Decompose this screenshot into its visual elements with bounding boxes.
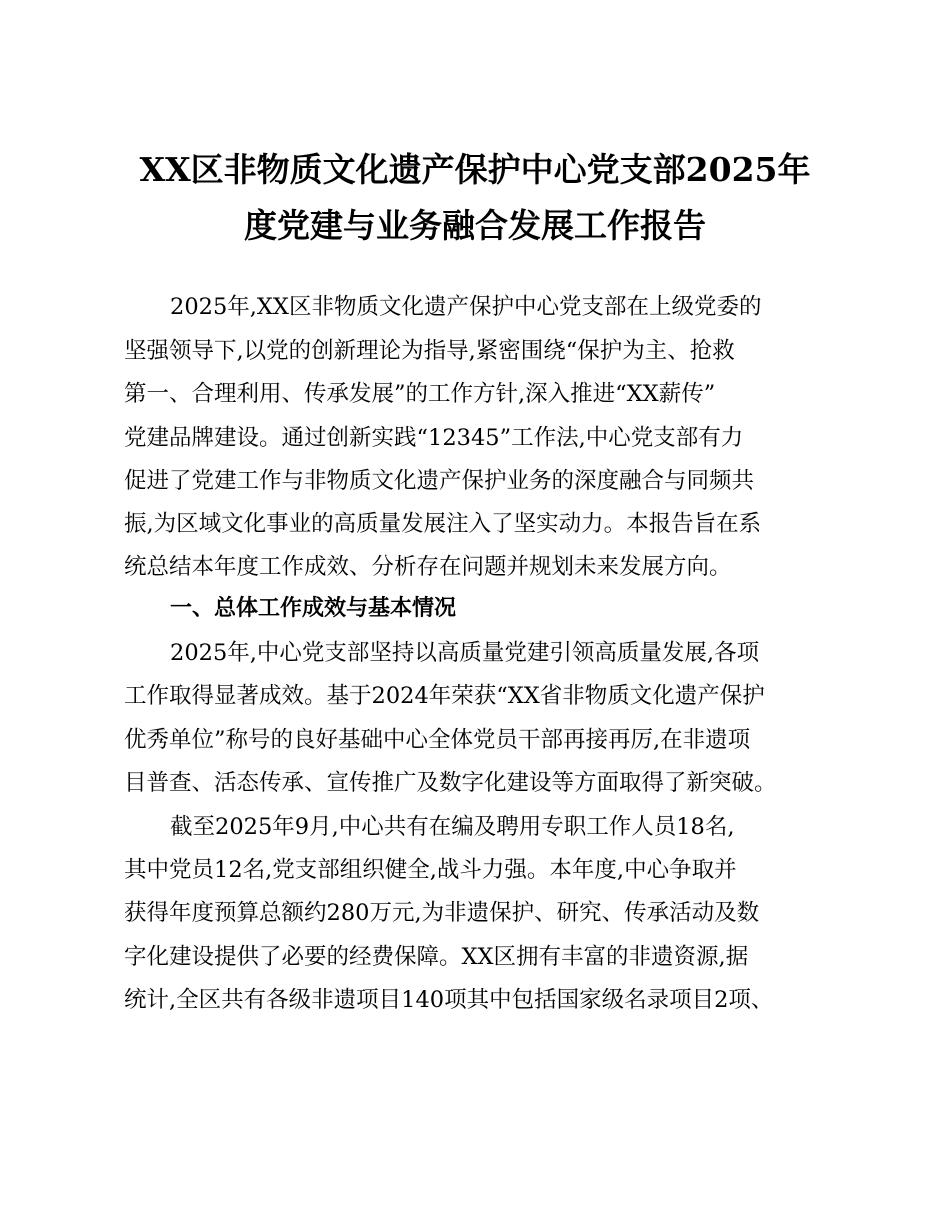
- body-text-line: 统总结本年度工作成效、分析存在问题并规划未来发展方向。: [124, 554, 732, 580]
- body-text-line: 获得年度预算总额约280万元,为非遗保护、研究、传承活动及数: [124, 900, 760, 926]
- body-text-line: 优秀单位”称号的良好基础中心全体党员干部再接再厉,在非遗项: [124, 727, 751, 753]
- body-text-line: 截至2025年9月,中心共有在编及聘用专职工作人员18名,: [170, 814, 735, 840]
- body-text-line: 振,为区域文化事业的高质量发展注入了坚实动力。本报告旨在系: [124, 511, 762, 537]
- body-text-line: 促进了党建工作与非物质文化遗产保护业务的深度融合与同频共: [124, 468, 755, 494]
- body-text-line: 目普查、活态传承、宣传推广及数字化建设等方面取得了新突破。: [124, 770, 777, 796]
- body-text-line: 2025年,中心党支部坚持以高质量党建引领高质量发展,各项: [170, 640, 760, 666]
- report-title-line-1: XX区非物质文化遗产保护中心党支部2025年: [139, 150, 811, 189]
- body-text-line: 字化建设提供了必要的经费保障。XX区拥有丰富的非遗资源,据: [124, 944, 749, 970]
- section-heading: 一、总体工作成效与基本情况: [170, 596, 457, 621]
- body-text-line: 2025年,XX区非物质文化遗产保护中心党支部在上级党委的: [170, 294, 762, 320]
- report-title-line-2: 度党建与业务融合发展工作报告: [244, 206, 706, 245]
- body-text-line: 统计,全区共有各级非遗项目140项其中包括国家级名录项目2项、: [124, 987, 774, 1013]
- body-text-line: 坚强领导下,以党的创新理论为指导,紧密围绕“保护为主、抢救: [124, 338, 735, 364]
- body-text-line: 其中党员12名,党支部组织健全,战斗力强。本年度,中心争取并: [124, 857, 737, 883]
- body-text-line: 党建品牌建设。通过创新实践“12345”工作法,中心党支部有力: [124, 425, 744, 451]
- body-text-line: 第一、合理利用、传承发展”的工作方针,深入推进“XX薪传”: [124, 381, 716, 407]
- body-text-line: 工作取得显著成效。基于2024年荣获“XX省非物质文化遗产保护: [124, 683, 765, 709]
